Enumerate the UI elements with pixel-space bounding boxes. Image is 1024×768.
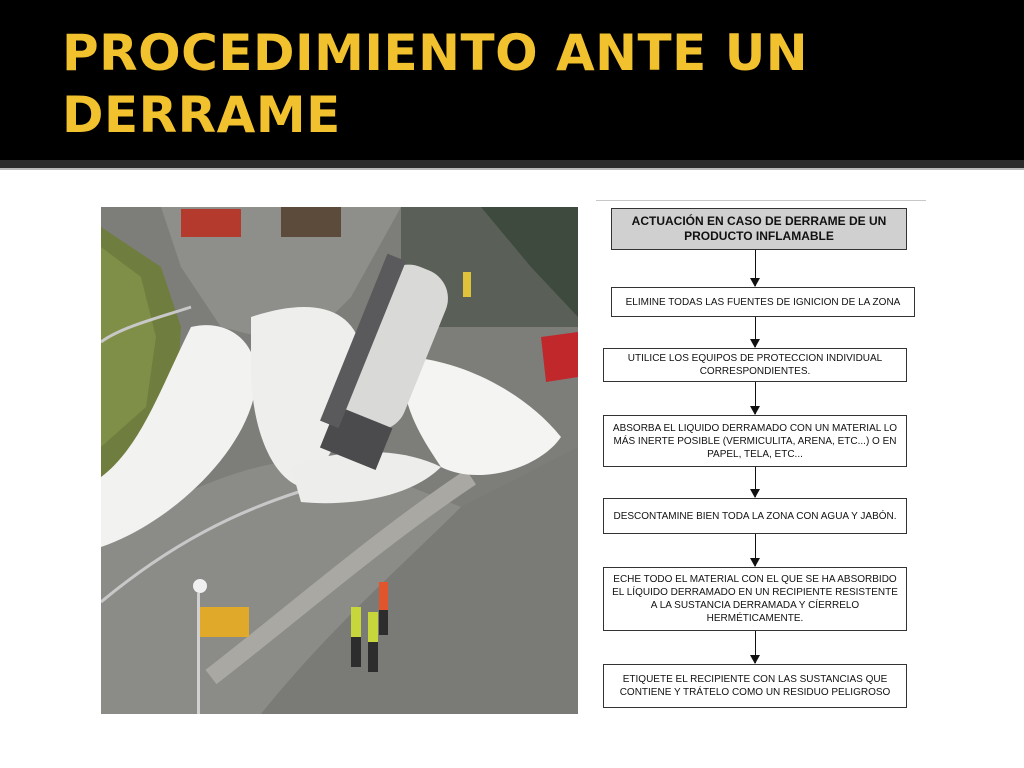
flowchart-header-box [611,208,907,250]
flow-step-5 [603,567,907,631]
flow-step-1-text: ELIMINE TODAS LAS FUENTES DE IGNICION DE LA ZONA [625,296,901,308]
flow-step-3-text: ABSORBA EL LIQUIDO DERRAMADO CON UN MATERIAL LO MÁS INERTE POSIBLE (VERMICULITA, ARENA, ETC...) O EN PAPEL, TELA, ETC... [612,422,898,460]
flow-step-1 [611,287,915,317]
slide-title-line-2: DERRAME [62,86,341,144]
flow-step-5-text: ECHE TODO EL MATERIAL CON EL QUE SE HA ABSORBIDO EL LÍQUIDO DERRAMADO EN UN RECIPIENTE RESISTENTE A LA SUSTANCIA DERRAMADA Y CÍERRELO HERMÉTICAMENTE. [612,574,898,624]
slide-title-line-1: PROCEDIMIENTO ANTE UN [62,24,809,82]
flow-step-4-text: DESCONTAMINE BIEN TODA LA ZONA CON AGUA Y JABÓN. [613,510,897,522]
flow-arrow-6 [755,631,756,663]
flow-arrow-3 [755,382,756,414]
flow-arrow-2 [755,317,756,347]
flow-step-4 [603,498,907,534]
flow-arrow-4 [755,467,756,497]
flow-arrow-5 [755,534,756,566]
flow-step-2-text: UTILICE LOS EQUIPOS DE PROTECCION INDIVIDUAL CORRESPONDIENTES. [627,353,883,377]
flow-arrow-1 [755,250,756,286]
flow-step-6 [603,664,907,708]
flow-step-3 [603,415,907,467]
flowchart-header-text: ACTUACIÓN EN CASO DE DERRAME DE UN PRODUCTO INFLAMABLE [631,214,887,243]
flow-step-2 [603,348,907,382]
flow-step-6-text: ETIQUETE EL RECIPIENTE CON LAS SUSTANCIAS QUE CONTIENE Y TRÁTELO COMO UN RESIDUO PELIGROSO [619,674,891,698]
